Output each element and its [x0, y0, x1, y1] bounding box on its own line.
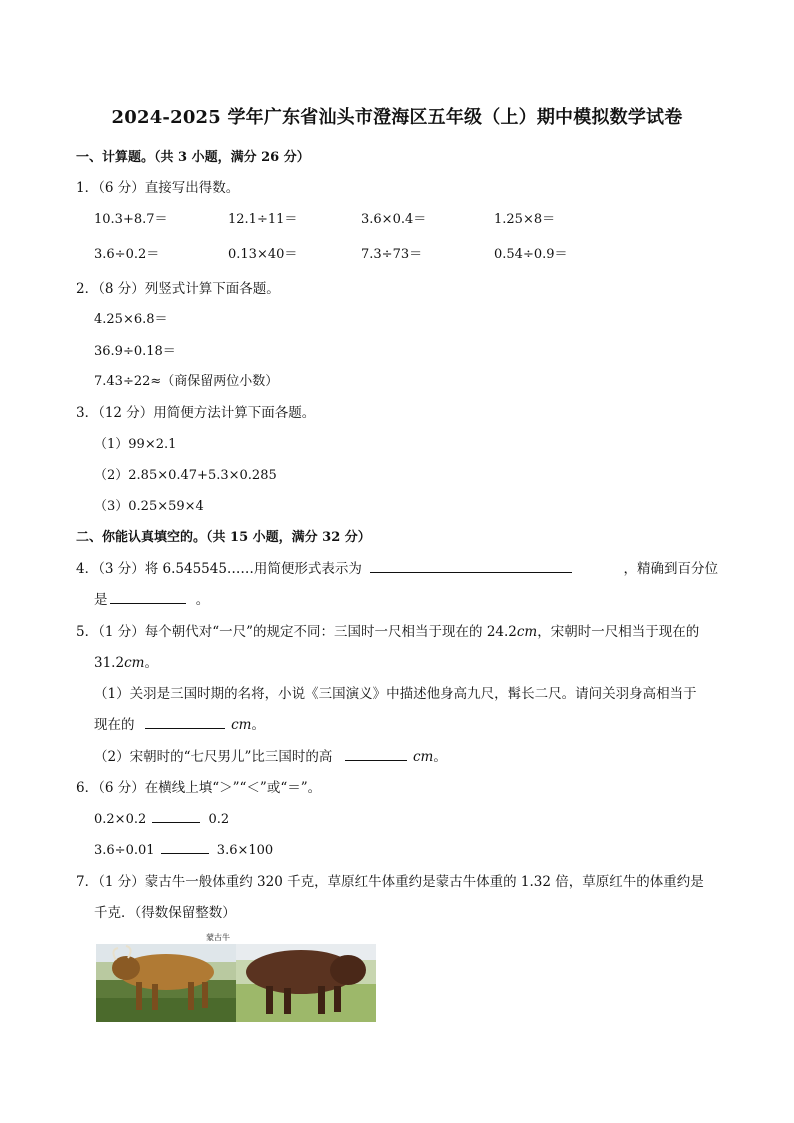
- q1-expr: 7.3÷73＝: [361, 247, 423, 262]
- q2-item: 7.43÷22≈（商保留两位小数）: [94, 374, 279, 389]
- section2-heading: 二、你能认真填空的。（共 15 小题，满分 32 分）: [76, 530, 371, 545]
- page-title: 2024-2025 学年广东省汕头市澄海区五年级（上）期中模拟数学试卷: [111, 107, 683, 128]
- q3-item: （2）2.85×0.47+5.3×0.285: [94, 468, 277, 483]
- q6-expr: 0.2: [208, 812, 230, 827]
- q7-line1: 7．（1 分）蒙古牛一般体重约 320 千克，草原红牛体重约是蒙古牛体重的 1.32 倍，草原红牛的体重约是: [76, 874, 704, 890]
- q5-line2: [94, 651, 158, 671]
- q4-line2: [94, 588, 209, 608]
- q3-stem: 3．（12 分）用简便方法计算下面各题。: [76, 405, 316, 421]
- q1-stem: 1．（6 分）直接写出得数。: [76, 180, 240, 196]
- q4-answer-blank[interactable]: [110, 589, 186, 604]
- q1-expr: 0.13×40＝: [228, 247, 298, 262]
- q2-item: 4.25×6.8＝: [94, 312, 168, 327]
- q5-answer-blank[interactable]: [145, 714, 225, 729]
- q6-item1: [94, 808, 229, 827]
- q5-unit: cm: [231, 717, 252, 733]
- q1-expr: 12.1÷11＝: [228, 212, 298, 227]
- q4-text: ，精确到百分位: [623, 561, 718, 577]
- q6-answer-blank[interactable]: [152, 808, 200, 823]
- q5-text: 5．（1 分）每个朝代对“一尺”的规定不同：三国时一尺相当于现在的 24.2: [76, 624, 517, 640]
- q5-unit: cm: [124, 655, 145, 671]
- q5-text: ，宋朝时一尺相当于现在的: [537, 624, 700, 640]
- photo-caption: 蒙古牛: [206, 933, 230, 942]
- q6-answer-blank[interactable]: [161, 839, 209, 854]
- section1-heading: 一、计算题。（共 3 小题，满分 26 分）: [76, 150, 310, 165]
- q4-text: 是: [94, 592, 108, 608]
- q1-expr: 0.54÷0.9＝: [494, 247, 568, 262]
- q7-line2: 千克．（得数保留整数）: [94, 905, 236, 921]
- q6-expr: 3.6×100: [216, 843, 274, 858]
- q2-stem: 2．（8 分）列竖式计算下面各题。: [76, 281, 280, 297]
- q1-expr: 3.6÷0.2＝: [94, 247, 160, 262]
- q4-text: 4．（3 分）将 6.545545……用简便形式表示为: [76, 561, 362, 577]
- q5-text: （2）宋朝时的“七尺男儿”比三国时的高: [94, 749, 333, 765]
- cattle-photos: [96, 928, 376, 1022]
- q5-text: 。: [144, 655, 158, 671]
- q5-unit: cm: [413, 749, 434, 765]
- q1-expr: 1.25×8＝: [494, 212, 556, 227]
- q6-stem: 6．（6 分）在横线上填“＞”“＜”或“＝”。: [76, 780, 322, 796]
- q1-expr: 10.3+8.7＝: [94, 212, 168, 227]
- q3-item: （3）0.25×59×4: [94, 499, 204, 514]
- q5-sub1-line1: （1）关羽是三国时期的名将，小说《三国演义》中描述他身高九尺，髯长二尺。请问关羽身高相当于: [94, 686, 697, 702]
- q5-answer-blank[interactable]: [345, 746, 407, 761]
- q5-sub1-line2: [94, 713, 265, 733]
- q2-item: 36.9÷0.18＝: [94, 344, 176, 359]
- q1-expr: 3.6×0.4＝: [361, 212, 427, 227]
- q5-text: 31.2: [94, 655, 125, 671]
- q5-sub2: [94, 745, 447, 765]
- q3-item: （1）99×2.1: [94, 437, 177, 452]
- q5-text: 。: [251, 717, 265, 733]
- q4-answer-blank[interactable]: [370, 558, 572, 573]
- q5-text: 现在的: [94, 717, 135, 733]
- q6-item2: [94, 839, 273, 858]
- q6-expr: 3.6÷0.01: [94, 843, 155, 858]
- q4-text: 。: [195, 592, 210, 608]
- q5-text: 。: [433, 749, 447, 765]
- q6-expr: 0.2×0.2: [94, 812, 147, 827]
- q5-unit: cm: [516, 624, 538, 640]
- q5-line1: [76, 620, 699, 640]
- q4-line1: [76, 557, 718, 577]
- cattle-image: [96, 928, 376, 1022]
